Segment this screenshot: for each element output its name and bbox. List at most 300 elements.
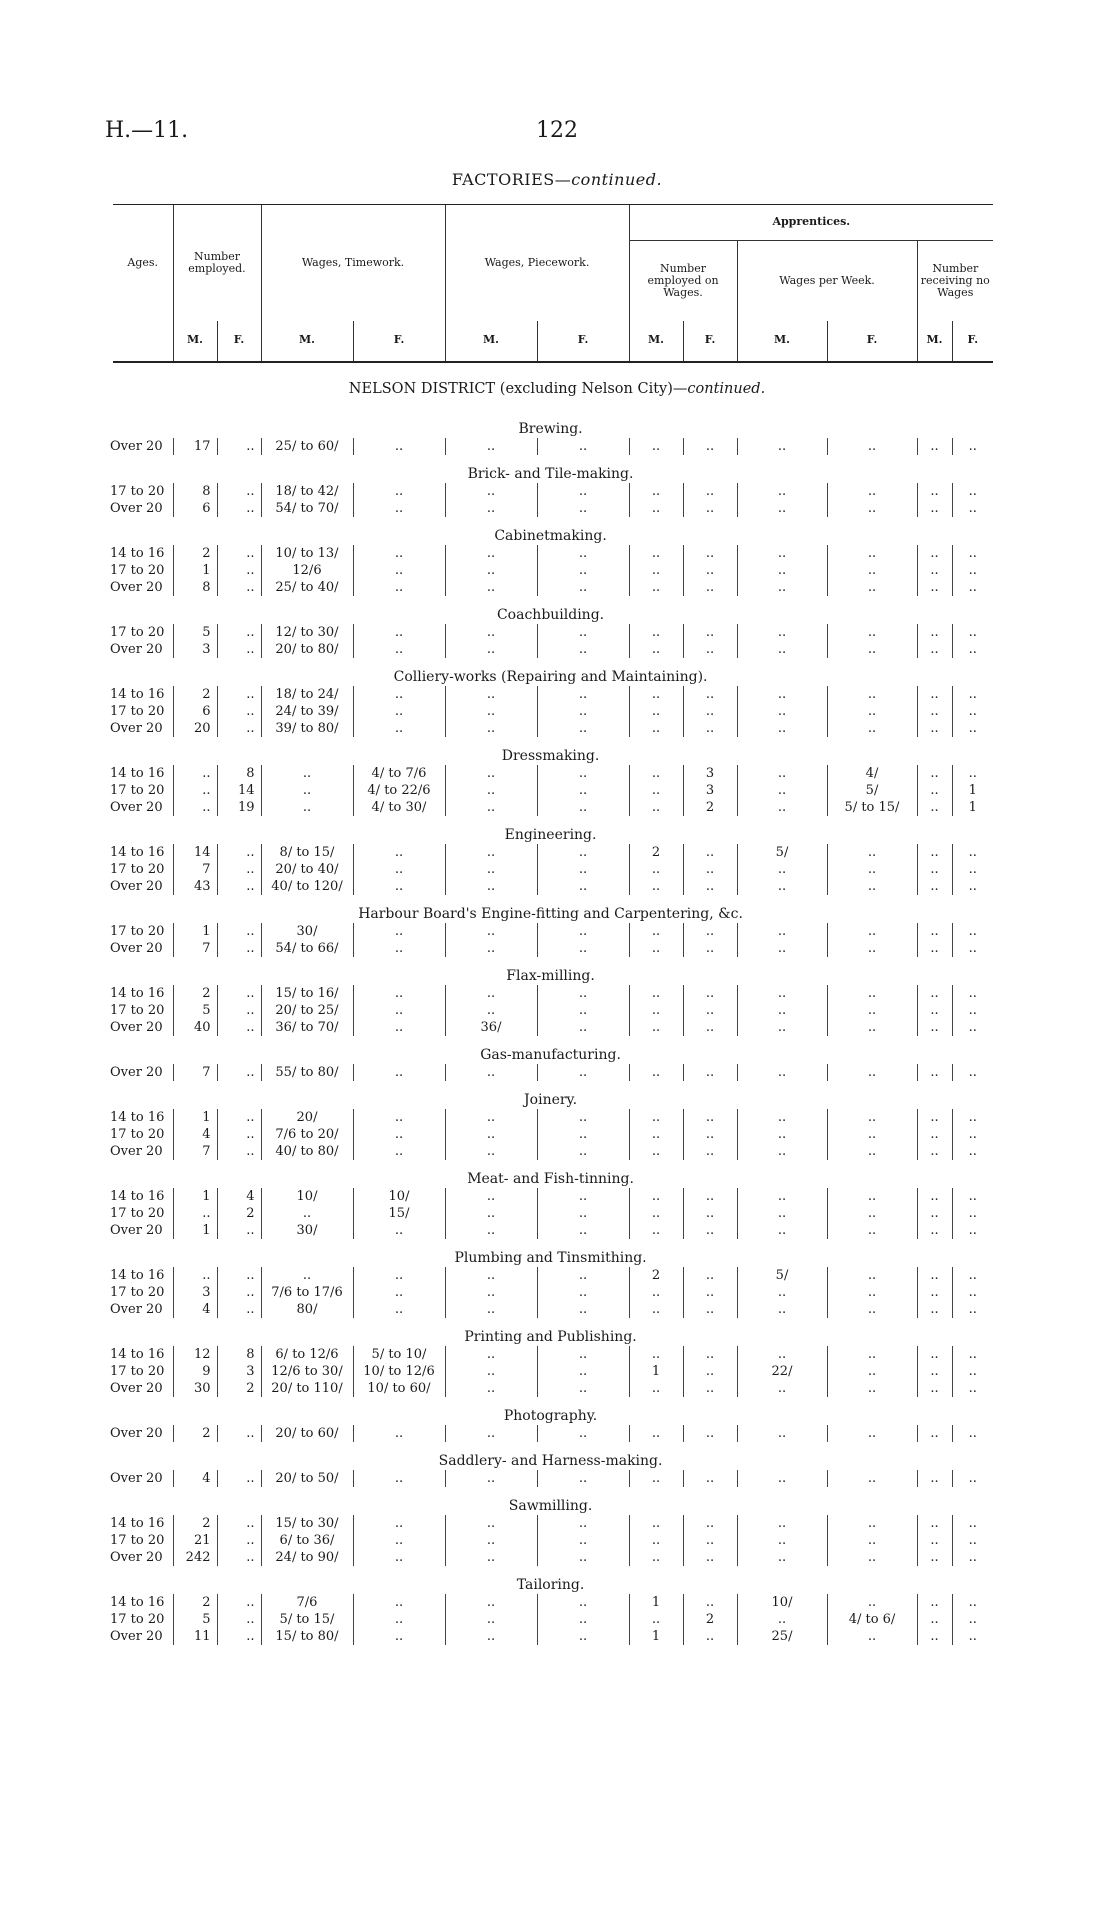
table-cell: .. — [952, 985, 993, 1002]
table-cell: .. — [917, 985, 952, 1002]
table-cell: .. — [629, 1126, 683, 1143]
wages-piecework-header: Wages, Piecework. — [445, 205, 629, 321]
table-cell: .. — [827, 1188, 917, 1205]
table-cell: .. — [737, 720, 827, 737]
section-title: Coachbuilding. — [496, 607, 605, 623]
apprentices-wages-header: Wages per Week. — [737, 241, 917, 321]
section-title: Colliery-works (Repairing and Maintaining). — [393, 669, 708, 685]
employed-count-cell: 1 — [173, 1109, 217, 1126]
table-cell: 25/ — [737, 1628, 827, 1645]
employed-count-cell: .. — [217, 1611, 261, 1628]
table-cell: 24/ to 90/ — [261, 1549, 353, 1566]
table-row — [108, 1143, 993, 1160]
table-cell: .. — [537, 500, 629, 517]
table-cell: .. — [827, 1549, 917, 1566]
employed-count-cell: .. — [217, 562, 261, 579]
table-row — [108, 1188, 993, 1205]
table-cell: .. — [952, 1380, 993, 1397]
age-range-cell: 17 to 20 — [110, 1285, 165, 1300]
table-cell: .. — [353, 1002, 445, 1019]
table-cell: 5/ to 15/ — [827, 799, 917, 816]
table-cell: .. — [952, 1064, 993, 1081]
table-cell: .. — [445, 686, 537, 703]
table-cell: .. — [353, 624, 445, 641]
table-cell: .. — [683, 562, 737, 579]
table-cell: 20/ to 40/ — [261, 861, 353, 878]
table-cell: .. — [952, 1002, 993, 1019]
table-cell: .. — [737, 1019, 827, 1036]
table-cell: .. — [737, 1222, 827, 1239]
table-row — [108, 1363, 993, 1380]
table-cell: .. — [952, 1205, 993, 1222]
section-title: Dressmaking. — [501, 748, 600, 764]
age-range-cell: Over 20 — [110, 1302, 163, 1317]
table-cell: 40/ to 120/ — [261, 878, 353, 895]
employed-count-cell: 7 — [173, 1064, 217, 1081]
table-cell: 6/ to 12/6 — [261, 1346, 353, 1363]
table-cell: .. — [683, 579, 737, 596]
age-range-cell: Over 20 — [110, 1381, 163, 1396]
employed-count-cell: .. — [217, 940, 261, 957]
table-cell: .. — [353, 438, 445, 455]
age-range-cell: 17 to 20 — [110, 1206, 165, 1221]
table-cell: .. — [445, 985, 537, 1002]
age-range-cell: 14 to 16 — [110, 1189, 165, 1204]
table-row — [108, 1064, 993, 1081]
table-cell: 20/ — [261, 1109, 353, 1126]
table-cell: .. — [445, 1594, 537, 1611]
table-cell: .. — [737, 799, 827, 816]
table-cell: 12/6 — [261, 562, 353, 579]
table-cell: .. — [737, 579, 827, 596]
employed-count-cell: .. — [217, 1532, 261, 1549]
section-heading — [108, 596, 993, 624]
table-row — [108, 1126, 993, 1143]
table-cell: .. — [629, 1611, 683, 1628]
table-cell: .. — [917, 720, 952, 737]
table-cell: .. — [629, 1064, 683, 1081]
table-cell: .. — [629, 985, 683, 1002]
table-cell: .. — [683, 861, 737, 878]
table-cell: 55/ to 80/ — [261, 1064, 353, 1081]
table-cell: .. — [445, 1425, 537, 1442]
table-cell: .. — [952, 1611, 993, 1628]
table-cell: .. — [952, 1594, 993, 1611]
employed-count-cell: 1 — [173, 1188, 217, 1205]
table-cell: .. — [353, 1222, 445, 1239]
table-row — [108, 686, 993, 703]
table-row — [108, 641, 993, 658]
table-cell: 54/ to 66/ — [261, 940, 353, 957]
section-title: Printing and Publishing. — [464, 1329, 637, 1345]
table-cell: .. — [683, 1205, 737, 1222]
table-cell: .. — [629, 686, 683, 703]
table-cell: .. — [445, 624, 537, 641]
table-cell: .. — [353, 1064, 445, 1081]
table-row — [108, 1549, 993, 1566]
table-cell: .. — [683, 483, 737, 500]
employed-count-cell: 7 — [173, 861, 217, 878]
table-cell: 1 — [629, 1363, 683, 1380]
table-cell: .. — [353, 1126, 445, 1143]
table-cell: .. — [683, 500, 737, 517]
table-cell: 1 — [629, 1594, 683, 1611]
table-cell: .. — [952, 579, 993, 596]
table-cell: .. — [537, 878, 629, 895]
table-cell: .. — [683, 1284, 737, 1301]
table-cell: .. — [537, 1188, 629, 1205]
table-cell: .. — [261, 799, 353, 816]
table-cell: .. — [737, 923, 827, 940]
table-cell: .. — [737, 765, 827, 782]
table-cell: .. — [827, 579, 917, 596]
employed-count-cell: 2 — [173, 1594, 217, 1611]
age-range-cell: 14 to 16 — [110, 845, 165, 860]
table-cell: .. — [537, 483, 629, 500]
table-cell: .. — [737, 1346, 827, 1363]
table-cell: .. — [445, 1549, 537, 1566]
section-title: Sawmilling. — [508, 1498, 593, 1514]
table-cell: .. — [952, 562, 993, 579]
table-cell: .. — [445, 438, 537, 455]
table-cell: .. — [827, 1019, 917, 1036]
table-cell: .. — [683, 545, 737, 562]
table-cell: .. — [952, 1188, 993, 1205]
table-cell: .. — [737, 562, 827, 579]
employed-count-cell: 2 — [173, 985, 217, 1002]
table-row — [108, 1380, 993, 1397]
age-range-cell: Over 20 — [110, 1020, 163, 1035]
age-range-cell: 17 to 20 — [110, 484, 165, 499]
table-row — [108, 1532, 993, 1549]
page-title — [0, 170, 1114, 189]
table-cell: .. — [952, 1532, 993, 1549]
table-cell: .. — [952, 1019, 993, 1036]
table-cell: .. — [952, 624, 993, 641]
table-cell: .. — [737, 1205, 827, 1222]
employed-count-cell: .. — [217, 686, 261, 703]
table-cell: .. — [917, 500, 952, 517]
table-cell: .. — [737, 878, 827, 895]
table-cell: .. — [737, 438, 827, 455]
table-cell: .. — [537, 624, 629, 641]
table-cell: .. — [917, 799, 952, 816]
table-cell: .. — [537, 1267, 629, 1284]
table-cell: .. — [917, 1019, 952, 1036]
age-range-cell: 14 to 16 — [110, 1347, 165, 1362]
table-cell: .. — [917, 1222, 952, 1239]
table-cell: .. — [445, 1532, 537, 1549]
table-cell: .. — [952, 1363, 993, 1380]
table-cell: .. — [683, 1470, 737, 1487]
table-cell: .. — [537, 545, 629, 562]
table-cell: .. — [537, 641, 629, 658]
table-cell: 7/6 — [261, 1594, 353, 1611]
table-cell: .. — [737, 483, 827, 500]
table-cell: .. — [629, 1380, 683, 1397]
table-cell: 25/ to 60/ — [261, 438, 353, 455]
table-cell: .. — [353, 703, 445, 720]
employed-count-cell: .. — [217, 1064, 261, 1081]
table-cell: .. — [952, 1549, 993, 1566]
table-row — [108, 545, 993, 562]
m-header: M. — [737, 321, 827, 362]
section-heading — [108, 895, 993, 923]
table-cell: .. — [683, 1346, 737, 1363]
table-cell: 80/ — [261, 1301, 353, 1318]
table-cell: .. — [827, 861, 917, 878]
table-cell: .. — [445, 1267, 537, 1284]
table-cell: .. — [353, 1628, 445, 1645]
table-cell: .. — [445, 1126, 537, 1143]
age-range-cell: 17 to 20 — [110, 924, 165, 939]
table-cell: .. — [737, 545, 827, 562]
table-cell: .. — [952, 1284, 993, 1301]
table-row — [108, 1346, 993, 1363]
section-heading — [108, 1036, 993, 1064]
age-range-cell: 14 to 16 — [110, 1516, 165, 1531]
employed-count-cell: 1 — [173, 923, 217, 940]
table-cell: .. — [683, 1002, 737, 1019]
table-cell: .. — [353, 1425, 445, 1442]
age-range-cell: 17 to 20 — [110, 1003, 165, 1018]
employed-count-cell: .. — [217, 1267, 261, 1284]
table-row — [108, 1222, 993, 1239]
table-cell: .. — [537, 1628, 629, 1645]
table-cell: .. — [917, 624, 952, 641]
table-cell: .. — [353, 1594, 445, 1611]
table-cell: .. — [827, 1126, 917, 1143]
employed-count-cell: .. — [217, 1594, 261, 1611]
table-row — [108, 985, 993, 1002]
table-cell: .. — [629, 782, 683, 799]
table-cell: .. — [683, 1532, 737, 1549]
table-cell: 2 — [629, 1267, 683, 1284]
f-header: F. — [217, 321, 261, 362]
table-row — [108, 878, 993, 895]
employed-count-cell: .. — [217, 923, 261, 940]
employed-count-cell: .. — [217, 703, 261, 720]
table-cell: .. — [827, 844, 917, 861]
table-cell: .. — [917, 1143, 952, 1160]
table-cell: .. — [445, 1301, 537, 1318]
employed-count-cell: 6 — [173, 500, 217, 517]
table-cell: 4/ to 7/6 — [353, 765, 445, 782]
table-cell: .. — [917, 1284, 952, 1301]
age-range-cell: Over 20 — [110, 879, 163, 894]
table-cell: 1 — [952, 799, 993, 816]
table-cell: .. — [952, 1267, 993, 1284]
table-cell: 10/ to 13/ — [261, 545, 353, 562]
m-header: M. — [261, 321, 353, 362]
table-cell: .. — [353, 1109, 445, 1126]
table-cell: 10/ — [353, 1188, 445, 1205]
table-cell: 5/ — [737, 1267, 827, 1284]
table-cell: .. — [445, 782, 537, 799]
table-cell: .. — [537, 782, 629, 799]
table-cell: .. — [737, 1380, 827, 1397]
employed-count-cell: .. — [217, 1301, 261, 1318]
table-cell: .. — [827, 1002, 917, 1019]
table-row — [108, 844, 993, 861]
age-range-cell: 17 to 20 — [110, 1533, 165, 1548]
table-cell: 20/ to 25/ — [261, 1002, 353, 1019]
table-cell: .. — [827, 500, 917, 517]
table-cell: .. — [537, 1064, 629, 1081]
age-range-cell: 14 to 16 — [110, 986, 165, 1001]
table-cell: .. — [629, 500, 683, 517]
employed-count-cell: 9 — [173, 1363, 217, 1380]
table-cell: 18/ to 24/ — [261, 686, 353, 703]
section-heading — [108, 737, 993, 765]
table-cell: 7/6 to 20/ — [261, 1126, 353, 1143]
factories-table-body — [108, 410, 993, 1645]
table-cell: .. — [917, 1301, 952, 1318]
table-cell: .. — [737, 686, 827, 703]
table-cell: .. — [917, 1628, 952, 1645]
employed-count-cell: 2 — [173, 1425, 217, 1442]
table-cell: .. — [537, 1346, 629, 1363]
table-cell: .. — [952, 1109, 993, 1126]
employed-count-cell: .. — [173, 765, 217, 782]
employed-count-cell: .. — [217, 438, 261, 455]
table-cell: .. — [445, 1380, 537, 1397]
table-cell: .. — [445, 799, 537, 816]
table-cell: 2 — [683, 799, 737, 816]
table-cell: .. — [952, 545, 993, 562]
table-cell: .. — [917, 1515, 952, 1532]
table-cell: .. — [537, 1425, 629, 1442]
table-cell: .. — [683, 1594, 737, 1611]
table-cell: .. — [737, 782, 827, 799]
employed-count-cell: .. — [173, 782, 217, 799]
table-cell: .. — [952, 1470, 993, 1487]
section-heading — [108, 816, 993, 844]
table-cell: .. — [629, 799, 683, 816]
table-cell: .. — [917, 579, 952, 596]
table-cell: .. — [537, 562, 629, 579]
age-range-cell: Over 20 — [110, 580, 163, 595]
table-cell: .. — [683, 985, 737, 1002]
table-cell: .. — [353, 844, 445, 861]
table-cell: .. — [683, 1363, 737, 1380]
table-cell: .. — [445, 765, 537, 782]
table-cell: .. — [827, 1363, 917, 1380]
section-heading — [108, 957, 993, 985]
section-heading — [108, 1160, 993, 1188]
section-title: Gas-manufacturing. — [480, 1047, 621, 1063]
table-cell: .. — [261, 765, 353, 782]
table-cell: .. — [445, 1188, 537, 1205]
table-cell: .. — [445, 579, 537, 596]
employed-count-cell: 5 — [173, 624, 217, 641]
table-cell: .. — [952, 878, 993, 895]
table-cell: .. — [917, 1425, 952, 1442]
table-cell: .. — [737, 1532, 827, 1549]
table-cell: .. — [827, 1109, 917, 1126]
table-cell: .. — [737, 1002, 827, 1019]
table-cell: .. — [917, 1380, 952, 1397]
section-title: Harbour Board's Engine-fitting and Carpentering, &c. — [358, 906, 743, 922]
table-cell: .. — [353, 1470, 445, 1487]
employed-count-cell: 20 — [173, 720, 217, 737]
section-heading — [108, 1318, 993, 1346]
table-cell: .. — [353, 1284, 445, 1301]
table-cell: .. — [737, 624, 827, 641]
employed-count-cell: .. — [217, 1515, 261, 1532]
table-cell: .. — [353, 1143, 445, 1160]
table-cell: .. — [445, 878, 537, 895]
table-cell: .. — [917, 1109, 952, 1126]
table-cell: 4/ to 30/ — [353, 799, 445, 816]
table-row — [108, 438, 993, 455]
age-range-cell: 17 to 20 — [110, 704, 165, 719]
employed-count-cell: 4 — [173, 1301, 217, 1318]
section-title: Cabinetmaking. — [494, 528, 607, 544]
table-cell: .. — [353, 686, 445, 703]
table-cell: .. — [827, 1380, 917, 1397]
table-cell: .. — [917, 878, 952, 895]
table-cell: 12/6 to 30/ — [261, 1363, 353, 1380]
section-title: Plumbing and Tinsmithing. — [454, 1250, 647, 1266]
table-cell: .. — [537, 940, 629, 957]
table-cell: .. — [917, 438, 952, 455]
table-cell: .. — [445, 1611, 537, 1628]
table-cell: 10/ to 60/ — [353, 1380, 445, 1397]
table-cell: .. — [917, 1188, 952, 1205]
table-cell: .. — [952, 1301, 993, 1318]
table-cell: .. — [629, 923, 683, 940]
table-cell: .. — [537, 579, 629, 596]
table-cell: .. — [917, 1002, 952, 1019]
f-header: F. — [827, 321, 917, 362]
employed-count-cell: .. — [217, 483, 261, 500]
table-cell: .. — [952, 720, 993, 737]
table-cell: .. — [952, 1425, 993, 1442]
table-cell: .. — [353, 1515, 445, 1532]
table-cell: .. — [445, 1470, 537, 1487]
table-cell: .. — [353, 985, 445, 1002]
table-cell: 20/ to 110/ — [261, 1380, 353, 1397]
table-cell: 7/6 to 17/6 — [261, 1284, 353, 1301]
employed-count-cell: 2 — [217, 1205, 261, 1222]
table-cell: .. — [629, 765, 683, 782]
table-cell: 54/ to 70/ — [261, 500, 353, 517]
table-cell: .. — [917, 562, 952, 579]
table-cell: .. — [737, 1188, 827, 1205]
age-range-cell: 17 to 20 — [110, 1127, 165, 1142]
table-cell: .. — [445, 1284, 537, 1301]
table-cell: .. — [629, 545, 683, 562]
table-cell: .. — [737, 1425, 827, 1442]
table-cell: .. — [537, 686, 629, 703]
page-title-main: FACTORIES— — [451, 170, 572, 189]
table-cell: .. — [445, 861, 537, 878]
table-cell: .. — [917, 1611, 952, 1628]
table-cell: .. — [445, 720, 537, 737]
table-cell: 30/ — [261, 1222, 353, 1239]
section-title: Photography. — [503, 1408, 598, 1424]
table-row — [108, 624, 993, 641]
table-cell: 15/ to 30/ — [261, 1515, 353, 1532]
age-range-cell: Over 20 — [110, 1629, 163, 1644]
table-cell: .. — [917, 1470, 952, 1487]
table-cell: 4/ to 22/6 — [353, 782, 445, 799]
table-cell: .. — [827, 1532, 917, 1549]
table-cell: .. — [683, 1143, 737, 1160]
table-cell: .. — [445, 1628, 537, 1645]
section-title: Flax-milling. — [506, 968, 595, 984]
